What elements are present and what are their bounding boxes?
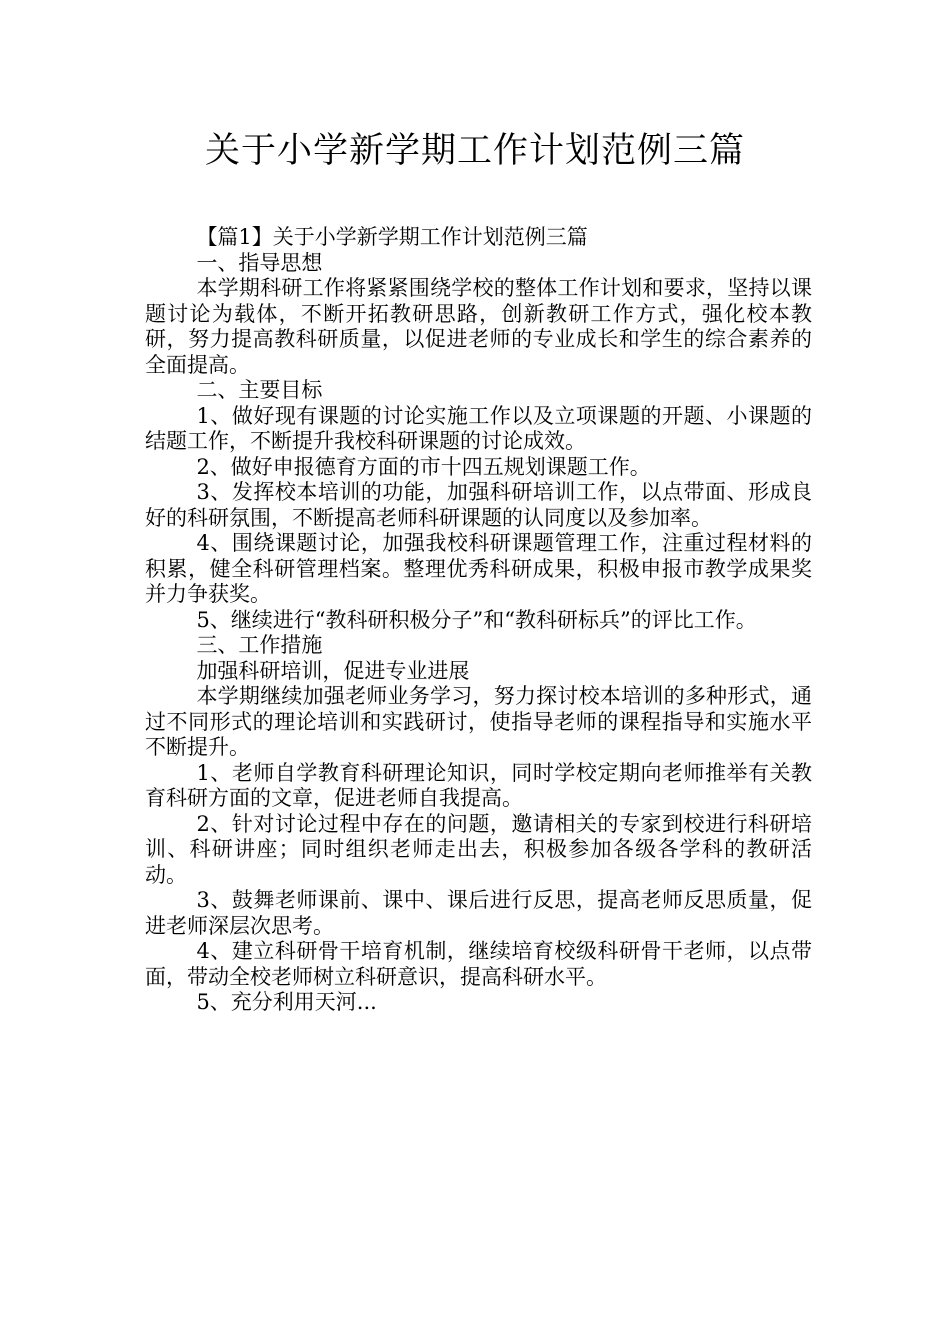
list-item: 5、充分利用天河...: [196, 990, 377, 1014]
body-paragraph: 本学期科研工作将紧紧围绕学校的整体工作计划和要求，坚持以课题讨论为载体，不断开拓教研思路，创新教研工作方式，强化校本教研，努力提高教科研质量，以促进老师的专业成长和学生的综合素养的全面提高。: [145, 276, 812, 377]
document-body: [145, 225, 812, 1016]
list-item: 1、老师自学教育科研理论知识，同时学校定期向老师推举有关教育科研方面的文章，促进老师自我提高。: [145, 760, 812, 810]
list-item: 1、做好现有课题的讨论实施工作以及立项课题的开题、小课题的结题工作，不断提升我校科研课题的讨论成效。: [145, 403, 812, 453]
document-title: 关于小学新学期工作计划范例三篇: [204, 131, 745, 171]
body-paragraph: 本学期继续加强老师业务学习，努力探讨校本培训的多种形式，通过不同形式的理论培训和实践研讨，使指导老师的课程指导和实施水平不断提升。: [145, 684, 812, 759]
list-item: 3、鼓舞老师课前、课中、课后进行反思，提高老师反思质量，促进老师深层次思考。: [145, 888, 812, 938]
list-item: 2、针对讨论过程中存在的问题，邀请相关的专家到校进行科研培训、科研讲座；同时组织老师走出去，积极参加各级各学科的教研活动。: [145, 811, 812, 887]
list-item: 4、围绕课题讨论，加强我校科研课题管理工作，注重过程材料的积累，健全科研管理档案。整理优秀科研成果，积极申报市教学成果奖并力争获奖。: [145, 531, 812, 606]
section-heading: 【篇1】关于小学新学期工作计划范例三篇: [196, 225, 588, 249]
list-item: 4、建立科研骨干培育机制，继续培育校级科研骨干老师，以点带面，带动全校老师树立科研意识，提高科研水平。: [145, 939, 812, 989]
sub-heading: 加强科研培训，促进专业进展: [196, 658, 470, 683]
section-heading: 三、工作措施: [196, 633, 323, 657]
section-heading: 一、指导思想: [196, 250, 323, 275]
list-item: 3、发挥校本培训的功能，加强科研培训工作，以点带面、形成良好的科研氛围，不断提高老师科研课题的认同度以及参加率。: [145, 480, 812, 530]
list-item: 5、继续进行“教科研积极分子”和“教科研标兵”的评比工作。: [196, 607, 757, 632]
list-item: 2、做好申报德育方面的市十四五规划课题工作。: [196, 454, 651, 479]
section-heading: 二、主要目标: [196, 378, 323, 402]
